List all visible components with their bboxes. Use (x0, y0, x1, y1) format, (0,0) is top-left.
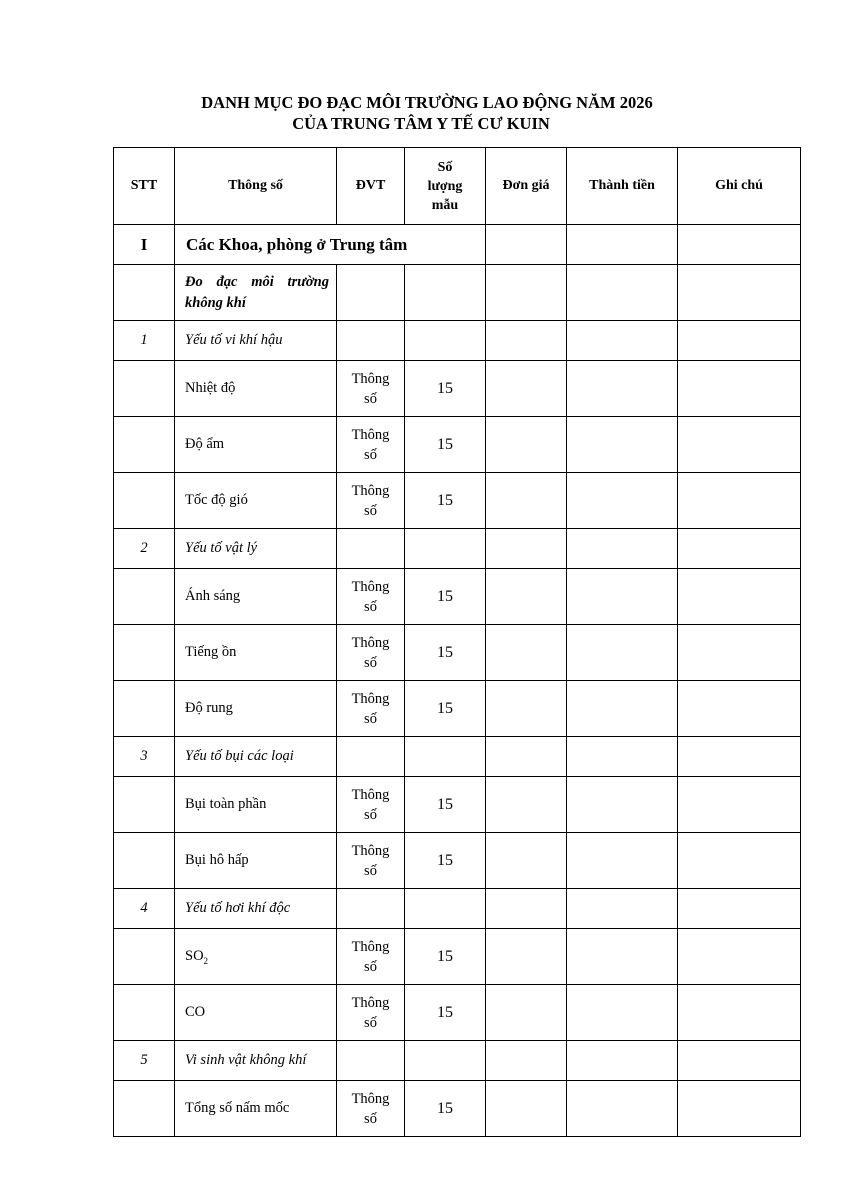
header-param: Thông số (175, 148, 337, 225)
group-name: Yếu tố hơi khí độc (175, 889, 337, 929)
item-name: Bụi toàn phần (175, 777, 337, 833)
subheading-row (114, 265, 801, 321)
group-name: Yếu tố bụi các loại (175, 737, 337, 777)
item-unit: Thông số (337, 929, 405, 985)
table-row (114, 985, 801, 1041)
item-name: Tốc độ gió (175, 473, 337, 529)
header-stt: STT (114, 148, 175, 225)
section-name: Các Khoa, phòng ở Trung tâm (175, 225, 486, 265)
table-row (114, 777, 801, 833)
header-quantity: Số lượng mẫu (405, 148, 486, 225)
group-stt: 1 (114, 321, 175, 361)
table-row (114, 473, 801, 529)
item-qty: 15 (405, 569, 486, 625)
section-stt: I (114, 225, 175, 265)
item-unit: Thông số (337, 417, 405, 473)
item-qty: 15 (405, 985, 486, 1041)
item-name: Bụi hô hấp (175, 833, 337, 889)
item-qty: 15 (405, 833, 486, 889)
item-unit: Thông số (337, 777, 405, 833)
item-unit: Thông số (337, 569, 405, 625)
item-qty: 15 (405, 417, 486, 473)
item-qty: 15 (405, 361, 486, 417)
group-row (114, 529, 801, 569)
table-row (114, 681, 801, 737)
group-stt: 2 (114, 529, 175, 569)
group-row (114, 321, 801, 361)
measurement-table (113, 147, 801, 1137)
table-row (114, 1081, 801, 1137)
item-unit: Thông số (337, 473, 405, 529)
header-note: Ghi chú (678, 148, 801, 225)
group-row (114, 737, 801, 777)
item-unit: Thông số (337, 361, 405, 417)
item-qty: 15 (405, 473, 486, 529)
item-qty: 15 (405, 1081, 486, 1137)
item-qty: 15 (405, 681, 486, 737)
item-name: Độ rung (175, 681, 337, 737)
table-row (114, 361, 801, 417)
item-name: $SO_2$ (175, 929, 337, 985)
item-unit: Thông số (337, 833, 405, 889)
group-row (114, 1041, 801, 1081)
item-unit: Thông số (337, 985, 405, 1041)
group-name: Vi sinh vật không khí (175, 1041, 337, 1081)
table-row (114, 569, 801, 625)
group-stt: 4 (114, 889, 175, 929)
group-stt: 5 (114, 1041, 175, 1081)
group-name: Yếu tố vi khí hậu (175, 321, 337, 361)
item-name: Nhiệt độ (175, 361, 337, 417)
item-name: Ánh sáng (175, 569, 337, 625)
item-qty: 15 (405, 625, 486, 681)
item-unit: Thông số (337, 1081, 405, 1137)
table-header-row (114, 148, 801, 225)
header-price: Đơn giá (486, 148, 567, 225)
subheading: Đo đạc môi trường không khí (175, 265, 337, 321)
table-row (114, 929, 801, 985)
item-name: Tổng số nấm mốc (175, 1081, 337, 1137)
item-name: Tiếng ồn (175, 625, 337, 681)
header-amount: Thành tiền (567, 148, 678, 225)
item-name: CO (175, 985, 337, 1041)
document-title-line2: CỦA TRUNG TÂM Y TẾ CƯ KUIN (292, 114, 550, 133)
item-qty: 15 (405, 929, 486, 985)
section-row (114, 225, 801, 265)
header-unit: ĐVT (337, 148, 405, 225)
item-name: Độ ẩm (175, 417, 337, 473)
item-unit: Thông số (337, 681, 405, 737)
table-row (114, 833, 801, 889)
item-qty: 15 (405, 777, 486, 833)
group-stt: 3 (114, 737, 175, 777)
table-row (114, 417, 801, 473)
group-row (114, 889, 801, 929)
table-row (114, 625, 801, 681)
group-name: Yếu tố vật lý (175, 529, 337, 569)
document-title-line1: DANH MỤC ĐO ĐẠC MÔI TRƯỜNG LAO ĐỘNG NĂM 2026 (201, 93, 653, 112)
item-unit: Thông số (337, 625, 405, 681)
